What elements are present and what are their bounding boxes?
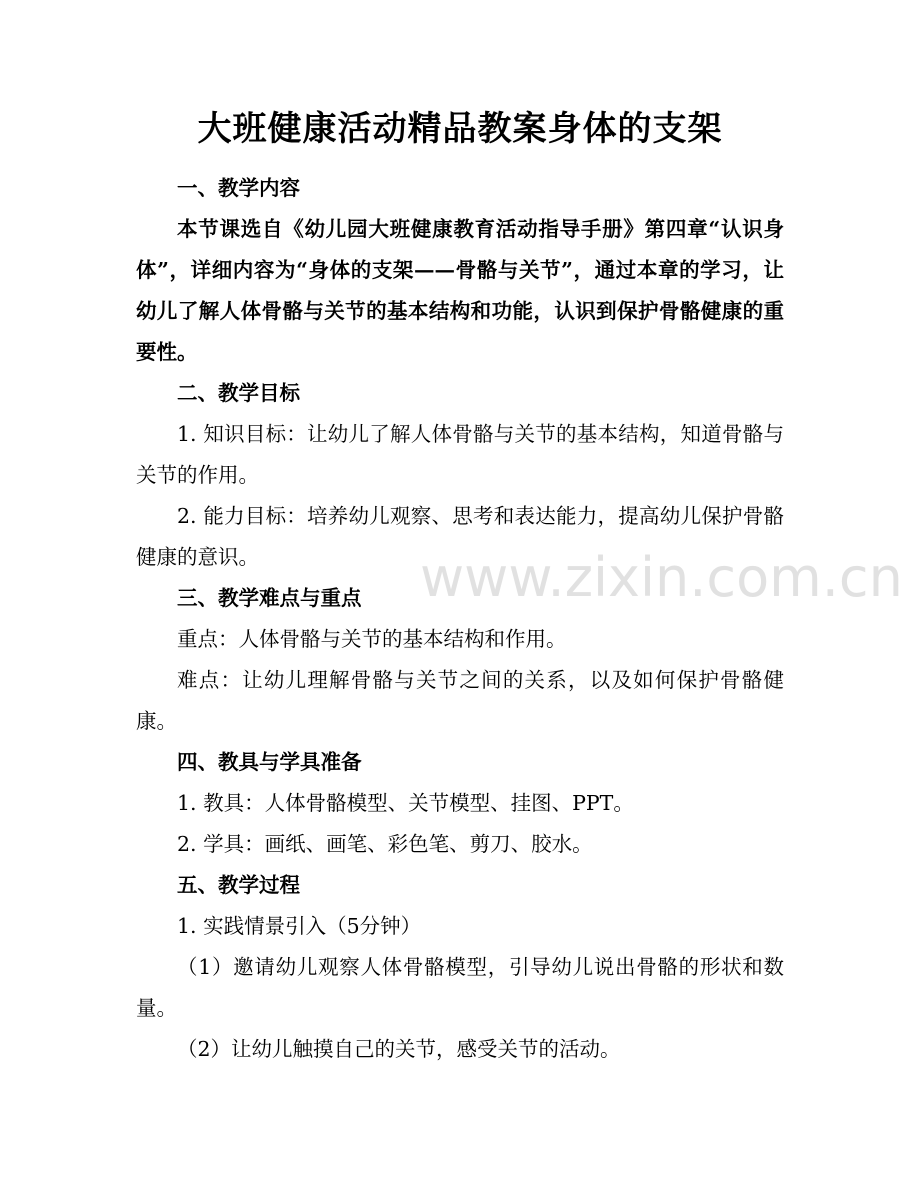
teaching-tools-item: 1. 教具：人体骨骼模型、关节模型、挂图、PPT。	[177, 791, 634, 815]
process-substep-1: （1）邀请幼儿观察人体骨骼模型，引导幼儿说出骨骼的形状和数量。	[136, 955, 784, 1020]
content-paragraph: 本节课选自《幼儿园大班健康教育活动指导手册》第四章“认识身体”，详细内容为“身体的支架——骨骼与关节”，通过本章的学习，让幼儿了解人体骨骼与关节的基本结构和功能，认识到保护骨骼健康的重要性。	[136, 217, 784, 364]
document-title: 大班健康活动精品教案身体的支架	[197, 109, 723, 149]
section-heading-materials: 四、教具与学具准备	[177, 750, 362, 774]
objective-ability: 2. 能力目标：培养幼儿观察、思考和表达能力，提高幼儿保护骨骼健康的意识。	[136, 504, 784, 569]
section-heading-objectives: 二、教学目标	[177, 381, 300, 405]
section-heading-key-points: 三、教学难点与重点	[177, 586, 362, 610]
document-body	[136, 168, 903, 1070]
key-point: 重点：人体骨骼与关节的基本结构和作用。	[177, 627, 567, 651]
process-substep-2: （2）让幼儿触摸自己的关节，感受关节的活动。	[177, 1037, 621, 1061]
section-heading-process: 五、教学过程	[177, 873, 300, 897]
learning-tools-item: 2. 学具：画纸、画笔、彩色笔、剪刀、胶水。	[177, 832, 593, 856]
watermark-text: www.zixin.com.cn	[420, 546, 903, 609]
process-step-intro: 1. 实践情景引入（5分钟）	[177, 914, 422, 938]
difficult-point: 难点：让幼儿理解骨骼与关节之间的关系，以及如何保护骨骼健康。	[136, 668, 784, 733]
objective-knowledge: 1. 知识目标：让幼儿了解人体骨骼与关节的基本结构，知道骨骼与关节的作用。	[136, 422, 784, 487]
section-heading-content: 一、教学内容	[177, 176, 300, 200]
